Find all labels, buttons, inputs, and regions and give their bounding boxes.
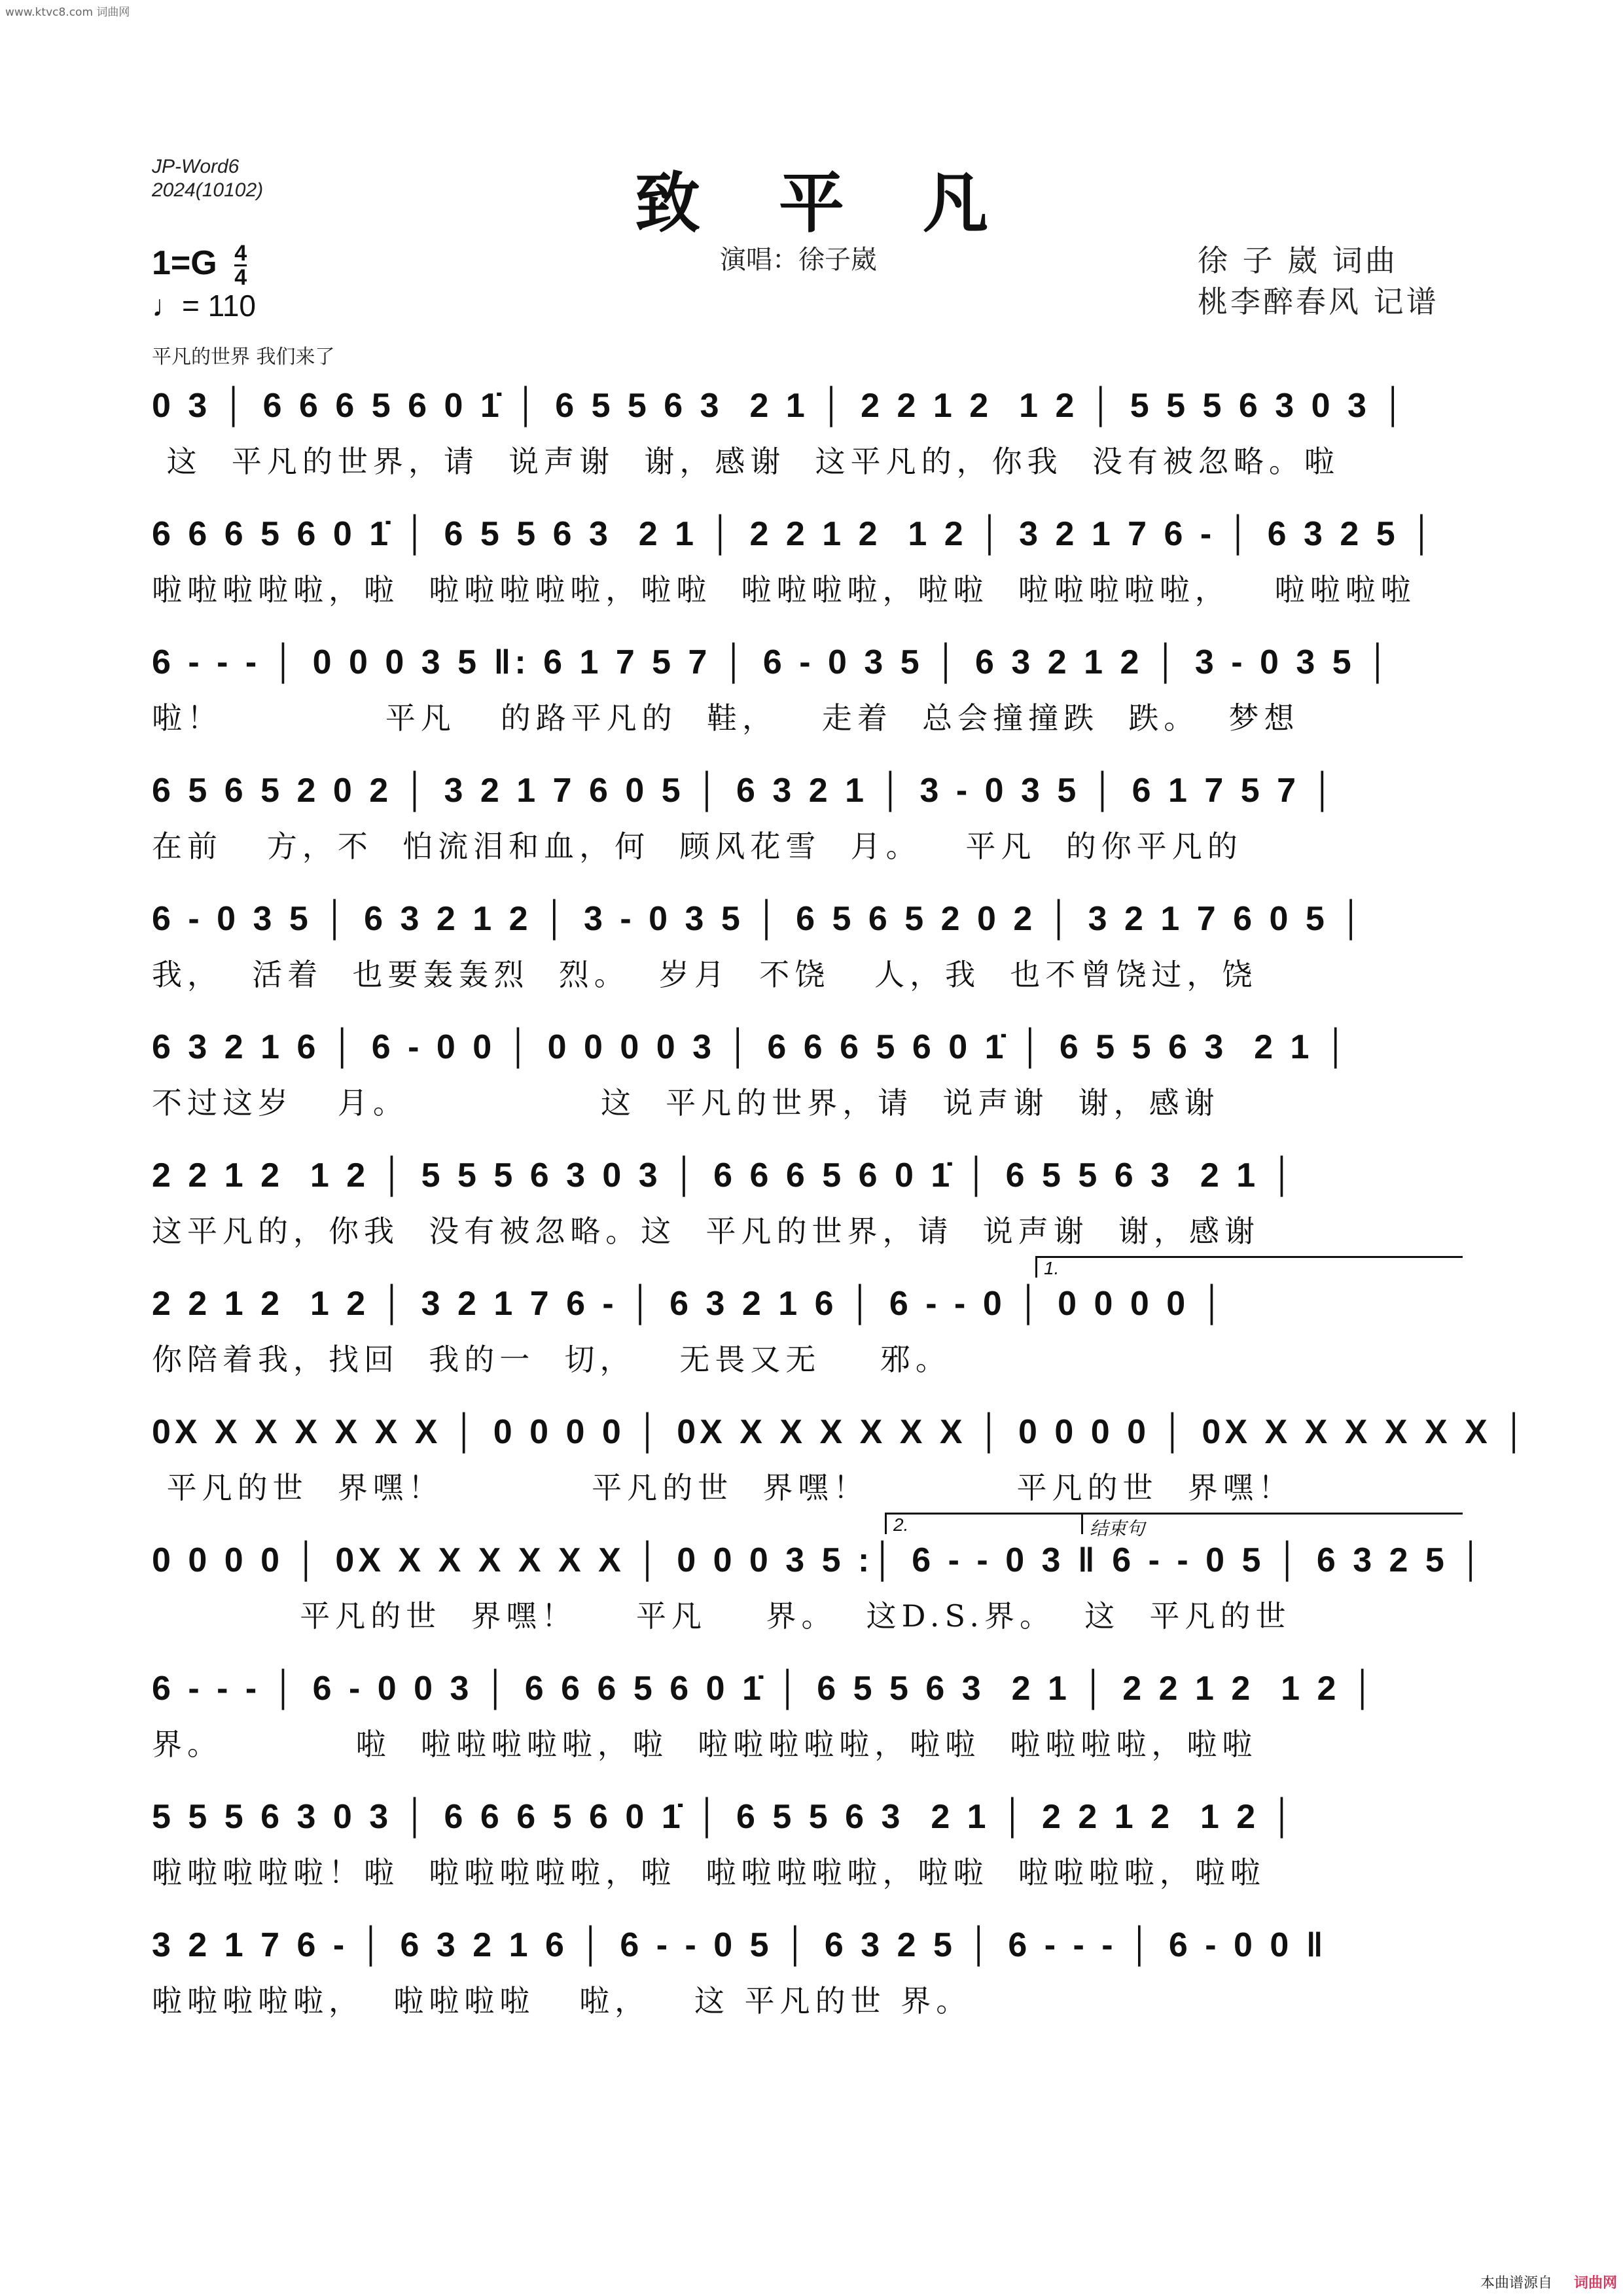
notes-row: 3 2 1 7 6 - │ 6 3 2 1 6 │ 6 - - 0 5 │ 6 3 2 5 │ 6 - - - │ 6 - 0 0 ‖ <box>152 1926 1327 1964</box>
lyrics-row: 不过这岁 月。 这 平凡的世界，请 说声谢 谢，感谢 <box>152 1085 1220 1121</box>
intro-note: 平凡的世界 我们来了 <box>152 346 335 368</box>
song-title: 致平凡 <box>635 164 1067 242</box>
score-line <box>152 1153 1469 1252</box>
lyrics-row: 啦啦啦啦啦，啦 啦啦啦啦啦，啦啦 啦啦啦啦，啦啦 啦啦啦啦啦， 啦啦啦啦 <box>152 572 1416 607</box>
score-line <box>152 1024 1469 1124</box>
lyrics-row: 啦啦啦啦啦！啦 啦啦啦啦啦，啦 啦啦啦啦啦，啦啦 啦啦啦啦，啦啦 <box>152 1855 1266 1890</box>
transcriber-credit: 桃李醉春风 记谱 <box>1198 284 1439 319</box>
lyrics-music-credit: 徐 子 崴 词曲 <box>1198 243 1398 278</box>
notes-row: 0 0 0 0 │ 0X X X X X X X │ 0 0 0 3 5 :│ 6 - - 0 3 ‖ 6 - - 0 5 │ 6 3 2 5 │ <box>152 1541 1487 1579</box>
lyrics-row: 平凡的世 界嘿！ 平凡的世 界嘿！ 平凡的世 界嘿！ <box>152 1470 1294 1505</box>
lyrics-row: 啦！ 平凡 的路平凡的 鞋， 走着 总会撞撞跌 跌。 梦想 <box>152 700 1300 736</box>
notes-row: 6 5 6 5 2 0 2 │ 3 2 1 7 6 0 5 │ 6 3 2 1 │ 3 - 0 3 5 │ 6 1 7 5 7 │ <box>152 772 1338 810</box>
lyrics-row: 啦啦啦啦啦， 啦啦啦啦 啦， 这 平凡的世 界。 <box>152 1983 972 2018</box>
lyrics-row: 你陪着我，找回 我的一 切， 无畏又无 邪。 <box>152 1342 951 1377</box>
key-label: 1=G <box>152 244 217 283</box>
notes-row: 5 5 5 6 3 0 3 │ 6 6 6 5 6 0 1̇ │ 6 5 5 6 3 2 1 │ 2 2 1 2 1 2 │ <box>152 1798 1298 1836</box>
lyrics-row: 这 平凡的世界，请 说声谢 谢，感谢 这平凡的，你我 没有被忽略。啦 <box>152 444 1340 479</box>
lyrics-row: 这平凡的，你我 没有被忽略。这 平凡的世界，请 说声谢 谢，感谢 <box>152 1213 1260 1249</box>
notes-row: 6 - 0 3 5 │ 6 3 2 1 2 │ 3 - 0 3 5 │ 6 5 6 5 2 0 2 │ 3 2 1 7 6 0 5 │ <box>152 900 1367 938</box>
notes-row: 6 - - - │ 6 - 0 0 3 │ 6 6 6 5 6 0 1̇ │ 6 5 5 6 3 2 1 │ 2 2 1 2 1 2 │ <box>152 1670 1379 1708</box>
lyrics-row: 在前 方，不 怕流泪和血，何 顾风花雪 月。 平凡 的你平凡的 <box>152 829 1243 864</box>
software-label: JP-Word6 <box>152 156 240 177</box>
notes-row: 2 2 1 2 1 2 │ 3 2 1 7 6 - │ 6 3 2 1 6 │ 6 - - 0 │ 0 0 0 0 │ <box>152 1285 1228 1323</box>
score-line <box>152 1409 1530 1509</box>
notes-row: 6 - - - │ 0 0 0 3 5 ‖: 6 1 7 5 7 │ 6 - 0 3 5 │ 6 3 2 1 2 │ 3 - 0 3 5 │ <box>152 643 1394 681</box>
score-line <box>152 896 1469 996</box>
notes-row: 2 2 1 2 1 2 │ 5 5 5 6 3 0 3 │ 6 6 6 5 6 0 1̇ │ 6 5 5 6 3 2 1 │ <box>152 1157 1298 1194</box>
time-signature <box>234 242 247 289</box>
volta-bracket: 1. <box>1035 1256 1463 1278</box>
footer-brand: 词曲网 <box>1574 2275 1618 2291</box>
singer-label: 演唱：徐子崴 <box>720 245 877 275</box>
notes-row: 6 3 2 1 6 │ 6 - 0 0 │ 0 0 0 0 3 │ 6 6 6 5 6 0 1̇ │ 6 5 5 6 3 2 1 │ <box>152 1028 1352 1066</box>
score-line <box>152 1794 1469 1893</box>
site-header: www.ktvc8.com 词曲网 <box>5 6 130 19</box>
tempo-marking: ♩= 110 <box>152 289 256 323</box>
footer-source: 本曲谱源自 <box>1480 2275 1553 2291</box>
lyrics-row: 平凡的世 界嘿！ 平凡 界。 这D.S.界。 这 平凡的世 <box>152 1598 1291 1634</box>
time-bottom: 4 <box>234 265 247 290</box>
score-line <box>152 1922 1469 2022</box>
notes-row: 0X X X X X X X │ 0 0 0 0 │ 0X X X X X X X │ 0 0 0 0 │ 0X X X X X X X │ <box>152 1413 1530 1451</box>
volta-bracket: 2. <box>885 1513 1090 1534</box>
score-line <box>152 383 1469 482</box>
score-line <box>152 639 1469 739</box>
ending-bracket: 结束句 <box>1081 1513 1463 1534</box>
time-top: 4 <box>234 241 247 266</box>
score-line <box>152 1258 1469 1380</box>
notes-row: 0 3 │ 6 6 6 5 6 0 1̇ │ 6 5 5 6 3 2 1 │ 2 2 1 2 1 2 │ 5 5 5 6 3 0 3 │ <box>152 387 1409 425</box>
lyrics-row: 我， 活着 也要轰轰烈 烈。 岁月 不饶 人，我 也不曾饶过，饶 <box>152 957 1258 992</box>
version-label: 2024(10102) <box>152 179 264 201</box>
score-line <box>152 1666 1469 1765</box>
lyrics-row: 界。 啦 啦啦啦啦啦，啦 啦啦啦啦啦，啦啦 啦啦啦啦，啦啦 <box>152 1727 1258 1762</box>
score-line <box>152 511 1469 611</box>
notes-row: 6 6 6 5 6 0 1̇ │ 6 5 5 6 3 2 1 │ 2 2 1 2 1 2 │ 3 2 1 7 6 - │ 6 3 2 5 │ <box>152 515 1438 553</box>
score-line <box>152 1515 1487 1637</box>
key-signature <box>152 242 247 289</box>
score-line <box>152 768 1469 867</box>
